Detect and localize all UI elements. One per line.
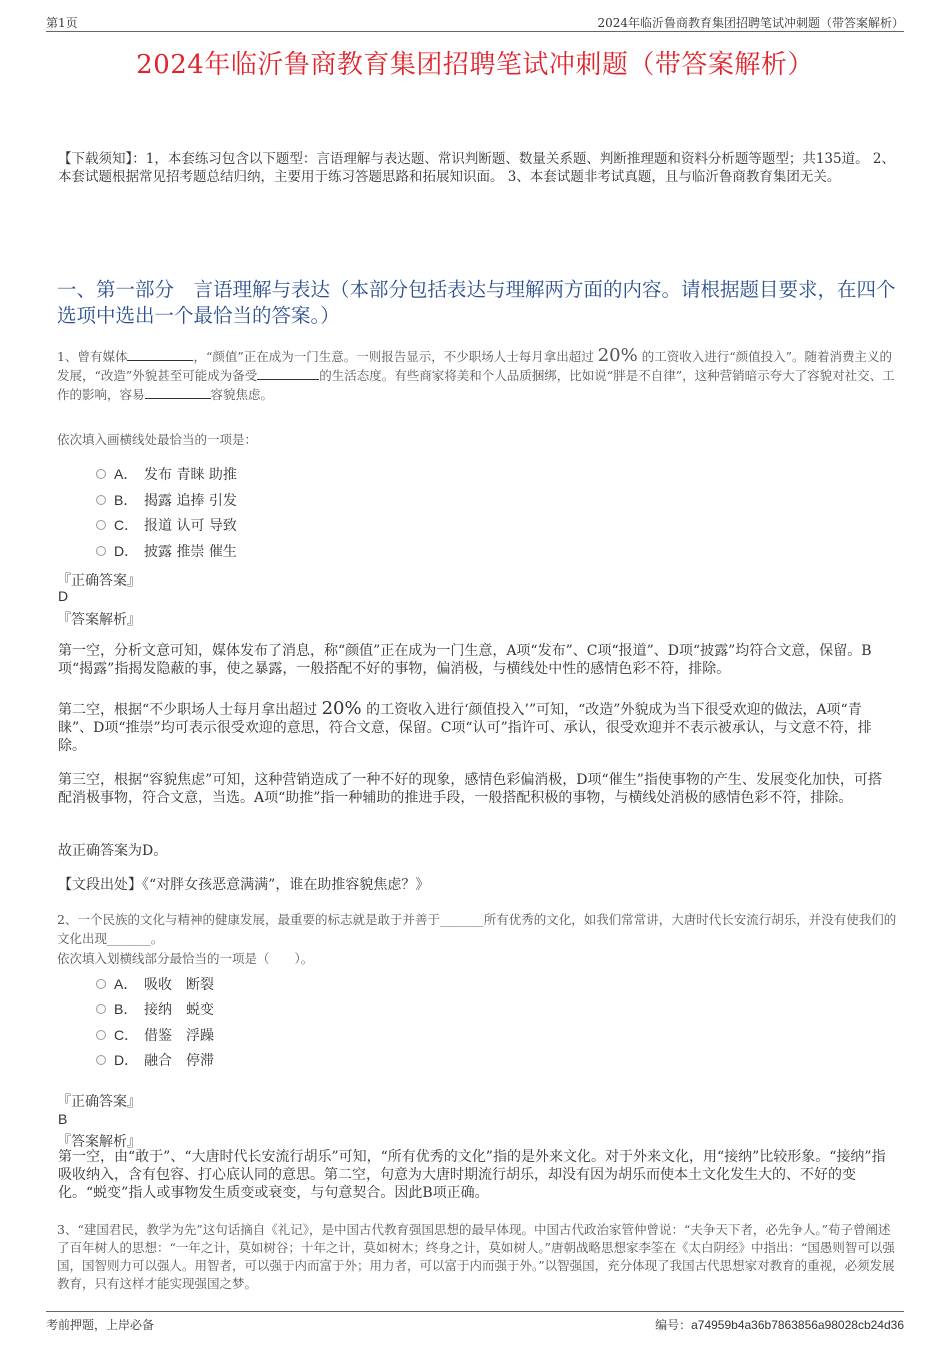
radio-icon[interactable] bbox=[96, 495, 106, 505]
download-notice: 【下载须知】：1，本套练习包含以下题型：言语理解与表达题、常识判断题、数量关系题、判断推理题和资料分析题等题型；共135道。 2、本套试题根据常见招考题总结归纳，主要用于练习答题思路和拓展知识面。 3、本套试题非考试真题，且与临沂鲁商教育集团无关。 bbox=[58, 151, 895, 185]
question-3-text: 3、“建国君民，教学为先”这句话摘自《礼记》，是中国古代教育强国思想的最早体现。中国古代政治家管仲曾说：“夫争天下者，必先争人。”荀子曾阐述了百年树人的思想：“一年之计，莫如树谷；十年之计，莫如树木；终身之计，莫如树人。”唐朝战略思想家李筌在《太白阴经》中指出：“国愚则智可以强国，国智则力可以强人。用智者，可以强于内而富于外；用力者，可以富于内而强于外。”以智强国，充分体现了我国古代思想家对教育的重视，必须发展教育，只有这样才能实现强国之梦。 bbox=[57, 1222, 895, 1291]
question-2-text: 2、一个民族的文化与精神的健康发展，最重要的标志就是敢于并善于_______所有优秀的文化，如我们常常讲，大唐时代长安流行胡乐，并没有使我们的文化出现_______。 bbox=[57, 912, 897, 946]
percent-value: 20% bbox=[597, 345, 638, 366]
q2-analysis: 第一空，由“敢于”、“大唐时代长安流行胡乐”可知，“所有优秀的文化”指的是外来文化。对于外来文化，用“接纳”比较形象。“接纳”指吸收纳入，含有包容、打心底认同的意思。第二空，句意为大唐时期流行胡乐，却没有因为胡乐而使本土文化发生大的、不好的变化。“蜕变”指人或事物发生质变或衰变，与句意契合。因此B项正确。 bbox=[58, 1149, 886, 1201]
page-title: 2024年临沂鲁商教育集团招聘笔试冲刺题（带答案解析） bbox=[136, 50, 814, 80]
q1-option-c[interactable]: C． 报道 认可 导致 bbox=[96, 515, 237, 535]
q1-analysis-4: 故正确答案为D。 bbox=[58, 843, 168, 859]
q1-option-b[interactable]: B． 揭露 追捧 引发 bbox=[96, 490, 237, 510]
blank-3 bbox=[145, 386, 211, 399]
radio-icon[interactable] bbox=[96, 546, 106, 556]
radio-icon[interactable] bbox=[96, 1004, 106, 1014]
footer-slogan: 考前押题，上岸必备 bbox=[46, 1318, 155, 1332]
q2-answer: B bbox=[58, 1111, 68, 1127]
header-divider bbox=[46, 31, 904, 32]
radio-icon[interactable] bbox=[96, 520, 106, 530]
radio-icon[interactable] bbox=[96, 1030, 106, 1040]
q1-analysis-label: 『答案解析』 bbox=[57, 612, 141, 628]
q2-option-b[interactable]: B． 接纳 蜕变 bbox=[96, 999, 214, 1019]
radio-icon[interactable] bbox=[96, 979, 106, 989]
header-doc-title: 2024年临沂鲁商教育集团招聘笔试冲刺题（带答案解析） bbox=[597, 16, 904, 30]
q2-option-c[interactable]: C． 借鉴 浮躁 bbox=[96, 1025, 214, 1045]
q1-answer-label: 『正确答案』 bbox=[57, 573, 141, 589]
q1-source: 【文段出处】《“对胖女孩恶意满满”，谁在助推容貌焦虑？》 bbox=[58, 877, 430, 893]
question-2-prompt: 依次填入划横线部分最恰当的一项是（ ）。 bbox=[57, 951, 314, 966]
section-heading: 一、第一部分 言语理解与表达（本部分包括表达与理解两方面的内容。请根据题目要求，在四个选项中选出一个最恰当的答案。） bbox=[57, 278, 896, 327]
blank-2 bbox=[257, 367, 319, 380]
blank-1 bbox=[127, 348, 193, 361]
q1-analysis-1: 第一空，分析文意可知，媒体发布了消息，称“颜值”正在成为一门生意，A项“发布”、C项“报道”、D项“披露”均符合文意，保留。B项“揭露”指揭发隐蔽的事，使之暴露，一般搭配不好的事物，偏消极，与横线处中性的感情色彩不符，排除。 bbox=[58, 643, 872, 677]
q1-option-a[interactable]: A． 发布 青睐 助推 bbox=[96, 464, 237, 484]
radio-icon[interactable] bbox=[96, 1055, 106, 1065]
q2-option-a[interactable]: A． 吸收 断裂 bbox=[96, 974, 214, 994]
q2-answer-label: 『正确答案』 bbox=[57, 1094, 141, 1110]
q2-option-d[interactable]: D． 融合 停滞 bbox=[96, 1050, 214, 1070]
footer-code: 编号：a74959b4a36b7863856a98028cb24d36 bbox=[655, 1318, 904, 1332]
percent-value: 20% bbox=[321, 698, 362, 719]
question-1-prompt: 依次填入画横线处最恰当的一项是： bbox=[57, 432, 258, 447]
q2-analysis-label: 『答案解析』 bbox=[57, 1134, 141, 1150]
q1-answer: D bbox=[58, 588, 69, 604]
question-1-text: 1、曾有媒体 ，“颜值”正在成为一门生意。一则报告显示，不少职场人士每月拿出超过 20% 的工资收入进行“颜值投入”。随着消费主义的发展，“改造”外貌甚至可能成为备受 的生活态度。有些商家将美和个人品质捆绑，比如说“胖是不自律”，这种营销暗示夸大了容貌对社交、工作的影响，容易 容貌焦虑。 bbox=[57, 345, 895, 402]
q1-analysis-3: 第三空，根据“容貌焦虑”可知，这种营销造成了一种不好的现象，感情色彩偏消极，D项“催生”指使事物的产生、发展变化加快，可搭配消极事物，符合文意，当选。A项“助推”指一种辅助的推进手段，一般搭配积极的事物，与横线处消极的感情色彩不符，排除。 bbox=[58, 772, 882, 806]
q1-analysis-2: 第二空，根据“不少职场人士每月拿出超过 20% 的工资收入进行‘颜值投入’”可知，“改造”外貌成为当下很受欢迎的做法，A项“青睐”、D项“推崇”均可表示很受欢迎的意思，符合文意，保留。C项“认可”指许可、承认，很受欢迎并不表示被承认，与文意不符，排除。 bbox=[58, 698, 872, 754]
footer-divider bbox=[46, 1311, 904, 1312]
q1-option-d[interactable]: D． 披露 推崇 催生 bbox=[96, 541, 237, 561]
radio-icon[interactable] bbox=[96, 469, 106, 479]
page-number: 第1页 bbox=[46, 16, 78, 30]
